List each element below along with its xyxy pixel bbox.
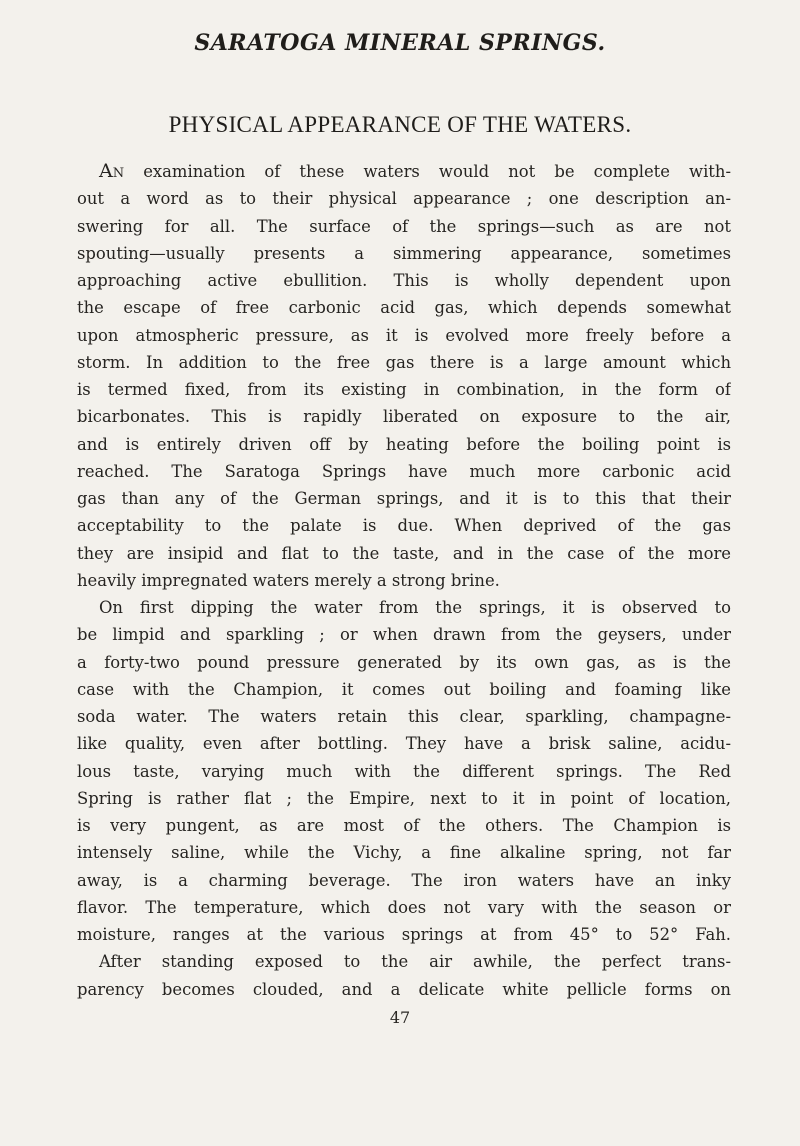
text-line-15: they are insipid and flat to the taste, and in the case of the more <box>77 543 731 563</box>
text-line-25: is very pungent, as are most of the others. The Champion is <box>77 816 731 835</box>
running-head: SARATOGA MINERAL SPRINGS. <box>194 30 606 56</box>
text-line-14: acceptability to the palate is due. When deprived of the gas <box>77 516 731 536</box>
text-line-24: Spring is rather flat ; the Empire, next to it in point of location, <box>77 788 731 808</box>
text-line-27: away, is a charming beverage. The iron waters have an inky <box>77 870 731 890</box>
text-line-9: is termed fixed, from its existing in combination, in the form of <box>77 380 731 399</box>
text-line-11: and is entirely driven off by heating before the boiling point is <box>77 434 731 454</box>
text-line-1-rest: examination of these waters would not be complete with- <box>124 162 731 181</box>
text-line-16: heavily impregnated waters merely a strong brine. <box>77 570 500 590</box>
text-line-2: out a word as to their physical appearance ; one description an- <box>77 189 731 209</box>
text-line-5: approaching active ebullition. This is wholly dependent upon <box>77 271 731 290</box>
text-line-17: On first dipping the water from the springs, it is observed to <box>99 598 731 617</box>
text-line-3: swering for all. The surface of the springs—such as are not <box>77 216 731 236</box>
text-line-19: a forty-two pound pressure generated by its own gas, as is the <box>77 652 731 672</box>
text-line-10: bicarbonates. This is rapidly liberated on exposure to the air, <box>77 407 731 427</box>
lead-word: An <box>99 160 125 182</box>
text-line-12: reached. The Saratoga Springs have much more carbonic acid <box>77 461 731 481</box>
text-line-6: the escape of free carbonic acid gas, which depends somewhat <box>77 298 731 318</box>
text-line-26: intensely saline, while the Vichy, a fine alkaline spring, not far <box>77 843 731 863</box>
text-line-4: spouting—usually presents a simmering appearance, sometimes <box>77 243 731 263</box>
body-text <box>77 158 731 1003</box>
text-line-30: After standing exposed to the air awhile, the perfect trans- <box>99 952 731 972</box>
text-line-8: storm. In addition to the free gas there is a large amount which <box>77 352 731 372</box>
text-line-22: like quality, even after bottling. They have a brisk saline, acidu- <box>77 734 731 754</box>
text-line-18: be limpid and sparkling ; or when drawn from the geysers, under <box>77 625 731 645</box>
text-line-31: parency becomes clouded, and a delicate white pellicle forms on <box>77 979 731 999</box>
text-line-29: moisture, ranges at the various springs at from 45° to 52° Fah. <box>77 925 731 944</box>
text-line-7: upon atmospheric pressure, as it is evolved more freely before a <box>77 325 731 345</box>
text-line-21: soda water. The waters retain this clear, sparkling, champagne- <box>77 707 731 726</box>
section-title: PHYSICAL APPEARANCE OF THE WATERS. <box>168 112 632 137</box>
page-number: 47 <box>389 1008 411 1027</box>
text-line-13: gas than any of the German springs, and it is to this that their <box>77 489 731 508</box>
text-line-28: flavor. The temperature, which does not vary with the season or <box>77 897 731 917</box>
text-line-1 <box>77 158 731 185</box>
text-line-23: lous taste, varying much with the different springs. The Red <box>77 761 731 781</box>
text-line-20: case with the Champion, it comes out boiling and foaming like <box>77 679 731 699</box>
